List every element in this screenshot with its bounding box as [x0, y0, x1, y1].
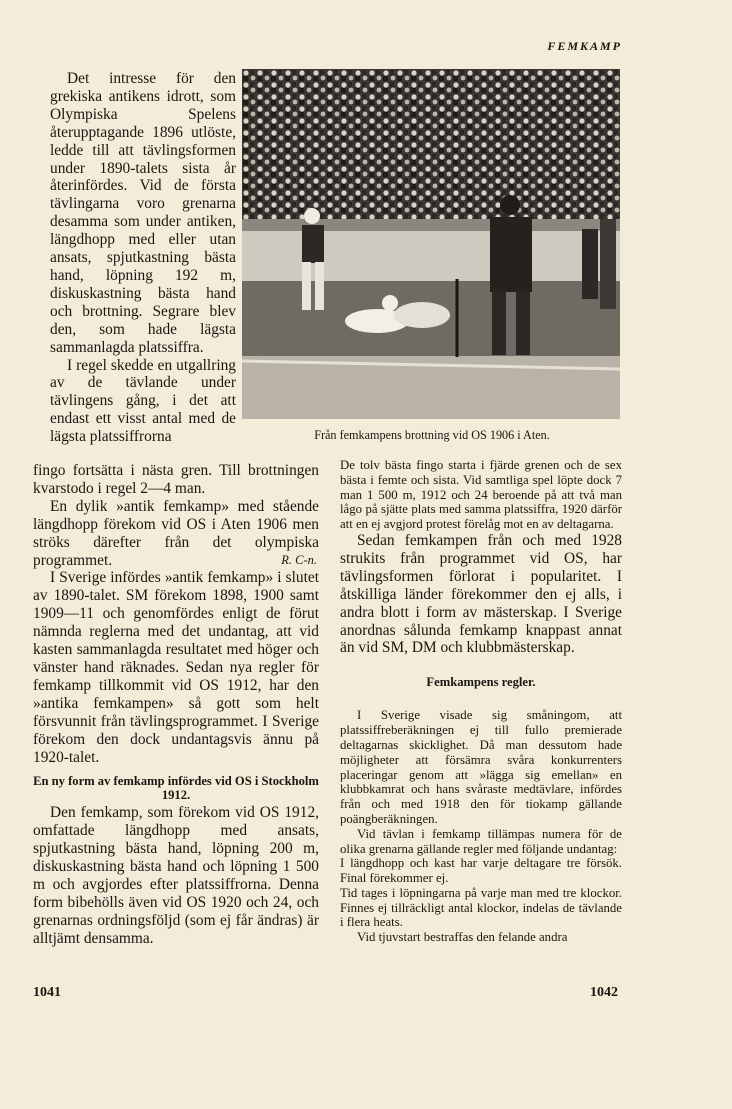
page-number-right: 1042	[590, 985, 618, 1000]
photo-illustration	[242, 69, 620, 419]
page-number-left: 1041	[33, 985, 61, 1000]
paragraph-intro: Det intresse för den grekiska antikens idrott, som Olympiska Spelens återupptagande 1896 utlöste, ledde till att tävlingsformen under 1890-talets sista år återinfördes. Vid de första tävlingarna voro grenarna desamma som under antiken, längdhopp med eller utan ansats, spjutkastning bästa hand, löpning 192 m, diskuskastning bästa hand och brottning. Segrare blev den, som hade lägsta sammanlagda platssiffra.	[50, 70, 236, 356]
paragraph-popularity: Sedan femkampen från och med 1928 strukits från programmet vid OS, har tävlingsformen förlorat i popularitet. I åtskilliga länder förekommer den ej alls, i andra blott i form av mästerskap. I Sverige anordnas sålunda femkamp knappast annat än vid SM, DM och klubbmästerskap.	[340, 531, 622, 657]
paragraph-1912-form: Den femkamp, som förekom vid OS 1912, omfattade längdhopp med ansats, spjutkastning bästa hand, löpning 200 m, diskuskastning bästa hand och löpning 1 500 m och avgjordes efter platssiffrorna. Denna form bibehölls även vid OS 1920 och 24, och grenarnas ordningsföljd (som ej får ändras) är alltjämt densamma.	[33, 804, 319, 947]
paragraph-rules-intro: Vid tävlan i femkamp tillämpas numera för de olika grenarna gällande regler med följande undantag:	[340, 826, 622, 856]
photo-wrestling-1906	[242, 69, 620, 419]
section-heading-1912: En ny form av femkamp infördes vid OS i Stockholm 1912.	[33, 774, 319, 803]
paragraph-rule-false-start: Vid tjuvstart bestraffas den felande andra	[357, 930, 568, 945]
right-column	[340, 458, 622, 945]
photo-caption: Från femkampens brottning vid OS 1906 i Aten.	[314, 428, 550, 442]
paragraph-elimination-continued: fingo fortsätta i nästa gren. Till brottningen kvarstodo i regel 2—4 man.	[33, 462, 319, 497]
paragraph-rule-jump-throw: I längdhopp och kast har varje deltagare tre försök. Final förekommer ej.	[340, 856, 622, 886]
paragraph-antik-femkamp-text: En dylik »antik femkamp» med stående längdhopp förekom vid OS i Aten 1906 men ströks därefter från det olympiska programmet.	[33, 497, 319, 569]
paragraph-elimination: I regel skedde en utgallring av de tävlande under tävlingens gång, i det att endast ett visst antal med de lägsta platssiffrorna	[50, 356, 236, 446]
left-column	[33, 462, 319, 948]
paragraph-final-events: De tolv bästa fingo starta i fjärde grenen och de sex bästa i femte och sista. Vid samtliga spel löpte dock 7 man 1 500 m, 1912 och 24 beroende på att två man lågo på sjätte plats med samma platssiffra, 1920 därför att en ej avgjord protest förelåg mot en av deltagarna.	[340, 458, 622, 532]
left-column-wrap	[50, 70, 236, 446]
running-head: FEMKAMP	[547, 39, 622, 53]
author-signature: R. C-n.	[281, 552, 317, 567]
section-heading-rules: Femkampens regler.	[426, 675, 536, 690]
paragraph-sweden-history: I Sverige infördes »antik femkamp» i slutet av 1890-talet. SM förekom 1898, 1900 samt 1909—11 och genomfördes enligt de förut nämnda reglerna med det undantag, att vid kasten sammanlagda resultatet med höger och vänster hand räknades. Sedan nya regler för femkamp tillkommit vid OS 1912, har den »antika femkampen» så gott som helt försvunnit från tävlingsprogrammet. I Sverige förekom den dock undantagsvis ännu på 1920-talet.	[33, 569, 319, 766]
paragraph-antik-femkamp	[33, 498, 319, 570]
paragraph-points: I Sverige visade sig småningom, att platssiffreberäkningen ej till fullo premierade deltagarnas skicklighet. Då man dessutom hade möjligheter att försämra svåra konkurrenters placeringar genom att »lägga sig emellan» en klubbkamrat och hans svåraste medtävlare, infördes från och med 1918 den för tiokamp gällande poängberäkningen.	[340, 708, 622, 826]
paragraph-rule-timing: Tid tages i löpningarna på varje man med tre klockor. Finnes ej tillräckligt antal klockor, indelas de tävlande i flera heats.	[340, 885, 622, 930]
